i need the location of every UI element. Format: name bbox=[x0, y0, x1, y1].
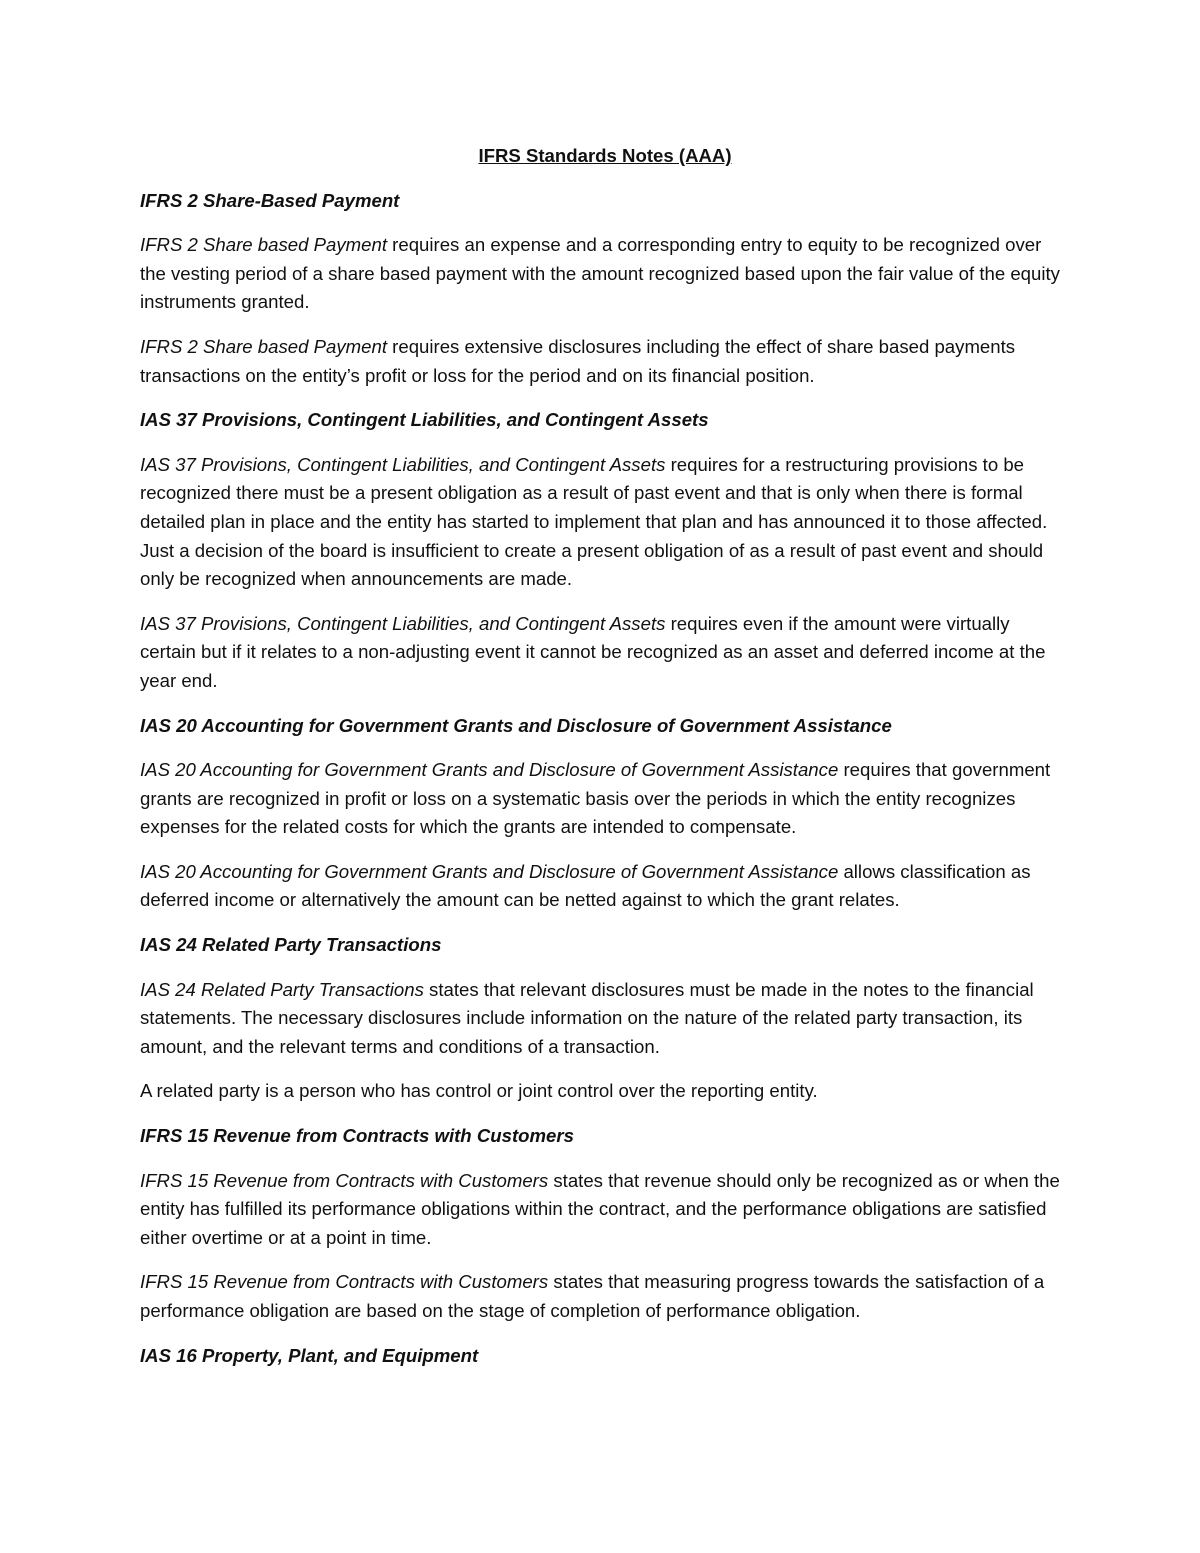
paragraph bbox=[140, 1077, 1070, 1106]
standard-reference: IAS 20 Accounting for Government Grants and Disclosure of Government Assistance bbox=[140, 759, 839, 781]
section-heading-ifrs-2: IFRS 2 Share-Based Payment bbox=[140, 189, 400, 211]
paragraph bbox=[140, 231, 1070, 317]
section-heading-ias-20: IAS 20 Accounting for Government Grants and Disclosure of Government Assistance bbox=[140, 714, 892, 736]
paragraph-text: requires even if the amount were virtually certain but if it relates to a non-adjusting event it cannot be recognized as an asset and deferred income at the year end. bbox=[140, 612, 1046, 691]
paragraph-text: requires for a restructuring provisions to be recognized there must be a present obligation as a result of past event and that is only when there is formal detailed plan in place and the entity has started to implement that plan and has announced it to those affected. Just a decision of the board is insufficient to create a present obligation of as a result of past event and should only be recognized when announcements are made. bbox=[140, 453, 1048, 590]
standard-reference: IFRS 2 Share based Payment bbox=[140, 234, 388, 256]
standard-reference: IFRS 15 Revenue from Contracts with Customers bbox=[140, 1169, 549, 1191]
paragraph-text: states that revenue should only be recognized as or when the entity has fulfilled its performance obligations within the contract, and the performance obligations are satisfied either overtime or at a point in time. bbox=[140, 1169, 1060, 1248]
paragraph bbox=[140, 1167, 1070, 1253]
standard-reference: IAS 20 Accounting for Government Grants and Disclosure of Government Assistance bbox=[140, 860, 839, 882]
paragraph-text: allows classification as deferred income or alternatively the amount can be netted against to which the grant relates. bbox=[140, 860, 1031, 911]
paragraph bbox=[140, 1268, 1070, 1325]
standard-reference: IAS 24 Related Party Transactions bbox=[140, 978, 424, 1000]
paragraph-text: states that measuring progress towards the satisfaction of a performance obligation are based on the stage of completion of performance obligation. bbox=[140, 1271, 1045, 1321]
paragraph-text: requires extensive disclosures including the effect of share based payments transactions on the entity’s profit or loss for the period and on its financial position. bbox=[140, 335, 1016, 386]
document-body bbox=[140, 142, 1070, 1386]
section-heading-ias-24: IAS 24 Related Party Transactions bbox=[140, 934, 442, 956]
standard-reference: IFRS 15 Revenue from Contracts with Customers bbox=[140, 1271, 549, 1293]
paragraph bbox=[140, 976, 1070, 1062]
paragraph bbox=[140, 610, 1070, 696]
paragraph-text: states that relevant disclosures must be made in the notes to the financial statements. The necessary disclosures include information on the nature of the related party transaction, its amount, and the relevant terms and conditions of a transaction. bbox=[140, 978, 1034, 1057]
document-title: IFRS Standards Notes (AAA) bbox=[478, 145, 732, 166]
paragraph-text: A related party is a person who has control or joint control over the reporting entity. bbox=[140, 1080, 818, 1102]
paragraph bbox=[140, 333, 1070, 390]
section-heading-ifrs-15: IFRS 15 Revenue from Contracts with Customers bbox=[140, 1125, 574, 1147]
standard-reference: IAS 37 Provisions, Contingent Liabilities, and Contingent Assets bbox=[140, 453, 666, 475]
standard-reference: IAS 37 Provisions, Contingent Liabilities, and Contingent Assets bbox=[140, 612, 666, 634]
paragraph-text: requires an expense and a corresponding entry to equity to be recognized over the vesting period of a share based payment with the amount recognized based upon the fair value of the equity instruments granted. bbox=[140, 234, 1060, 313]
paragraph bbox=[140, 858, 1070, 915]
section-heading-ias-37: IAS 37 Provisions, Contingent Liabilities, and Contingent Assets bbox=[140, 409, 709, 431]
paragraph bbox=[140, 756, 1070, 842]
paragraph bbox=[140, 451, 1070, 594]
paragraph-text: requires that government grants are recognized in profit or loss on a systematic basis over the periods in which the entity recognizes expenses for the related costs for which the grants are intended to compensate. bbox=[140, 759, 1051, 838]
section-heading-ias-16: IAS 16 Property, Plant, and Equipment bbox=[140, 1344, 479, 1366]
standard-reference: IFRS 2 Share based Payment bbox=[140, 335, 388, 357]
